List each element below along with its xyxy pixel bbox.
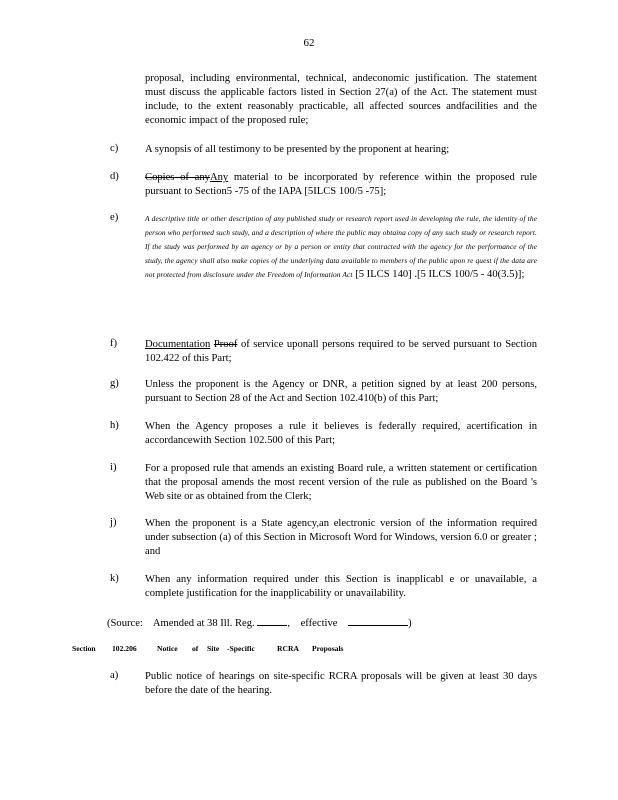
page-number: 62: [303, 37, 315, 49]
item-text-j: When the proponent is a State agency,an electronic version of the information required under subsection (a) of this Section in Microsoft Word for Windows, version 6.0 or greater ; and: [145, 518, 537, 557]
item-text-i: For a proposed rule that amends an existing Board rule, a written statement or certification that the proposal amends the most recent version of the rule as published on the Board 's Web site or as obtained from the Clerk;: [145, 463, 537, 502]
item-text-f: of service uponall persons required to be served pursuant to Section 102.422 of this Part;: [145, 339, 537, 364]
inserted-text: Any: [209, 172, 229, 183]
item-label-g: g): [110, 378, 119, 389]
item-f: [145, 338, 537, 366]
item-label-f: f): [110, 338, 118, 349]
item-label-j: j): [110, 517, 117, 528]
item-text-d: material to be incorporated by reference within the proposed rule pursuant to Section5 -75 of the IAPA [5ILCS 100/5 -75];: [145, 172, 537, 197]
inserted-text: Documentation: [145, 339, 211, 350]
item-text-e-citation: [5 ILCS 140] .[5 ILCS 100/5 - 40(3.5)];: [352, 269, 525, 280]
source-effective: effective: [300, 618, 338, 629]
item-text-h: When the Agency proposes a rule it believes is federally required, acertification in accordancewith Section 102.500 of this Part;: [145, 421, 537, 446]
source-open: (Source:: [107, 618, 143, 629]
item-text-c: A synopsis of all testimony to be presented by the proponent at hearing;: [145, 144, 450, 155]
item-label-e: e): [110, 212, 119, 223]
section-title-word-4: -Specific: [227, 644, 255, 653]
struck-text: Proof: [213, 339, 238, 350]
section-item-label-a: a): [110, 670, 119, 681]
source-close: ): [408, 618, 412, 629]
section-title-word-2: of: [192, 644, 199, 653]
section-title-word-3: Site: [207, 644, 220, 653]
item-label-k: k): [110, 573, 119, 584]
source-amended: Amended at 38 Ill. Reg.: [152, 618, 255, 629]
item-label-h: h): [110, 420, 119, 431]
item-e: [145, 212, 537, 282]
item-label-d: d): [110, 171, 119, 182]
section-title-word-6: Proposals: [312, 644, 344, 653]
item-label-i: i): [110, 462, 117, 473]
item-label-c: c): [110, 143, 119, 154]
register-page-blank: [257, 615, 287, 626]
section-number: 102.206: [112, 644, 137, 653]
section-word: Section: [72, 644, 96, 653]
item-text-e: A descriptive title or other description of any published study or research report used in developing the rule, the identity of the person who performed such study, and a description of where the public may obtaina copy of any such study or research report. If the study was performed by an agency or by a person or entity that contracted with the agency for the performance of the study, the agency shall also make copies of the underlying data available to members of the public upon re quest if the data are not protected from disclosure under the Freedom of Information Act: [145, 214, 537, 279]
source-note: [107, 615, 527, 631]
item-text-k: When any information required under this Section is inapplicabl e or unavailable, a complete justification for the inapplicability or unavailability.: [145, 574, 537, 599]
section-title-word-5: RCRA: [277, 644, 299, 653]
item-text-g: Unless the proponent is the Agency or DNR, a petition signed by at least 200 persons, pursuant to Section 28 of the Act and Section 102.410(b) of this Part;: [145, 379, 537, 404]
item-d: [145, 171, 537, 199]
intro-paragraph: proposal, including environmental, technical, andeconomic justification. The statement must discuss the applicable factors listed in Section 27(a) of the Act. The statement must include, to the extent reasonably practicable, all affected sources andfacilities and the economic impact of the proposed rule;: [145, 73, 537, 126]
section-title-word-1: Notice: [157, 644, 178, 653]
struck-text: Copies of any: [145, 172, 210, 183]
section-item-text-a: Public notice of hearings on site-specific RCRA proposals will be given at least 30 days before the date of the hearing.: [145, 671, 537, 696]
effective-date-blank: [348, 615, 408, 626]
source-comma: ,: [287, 618, 291, 629]
